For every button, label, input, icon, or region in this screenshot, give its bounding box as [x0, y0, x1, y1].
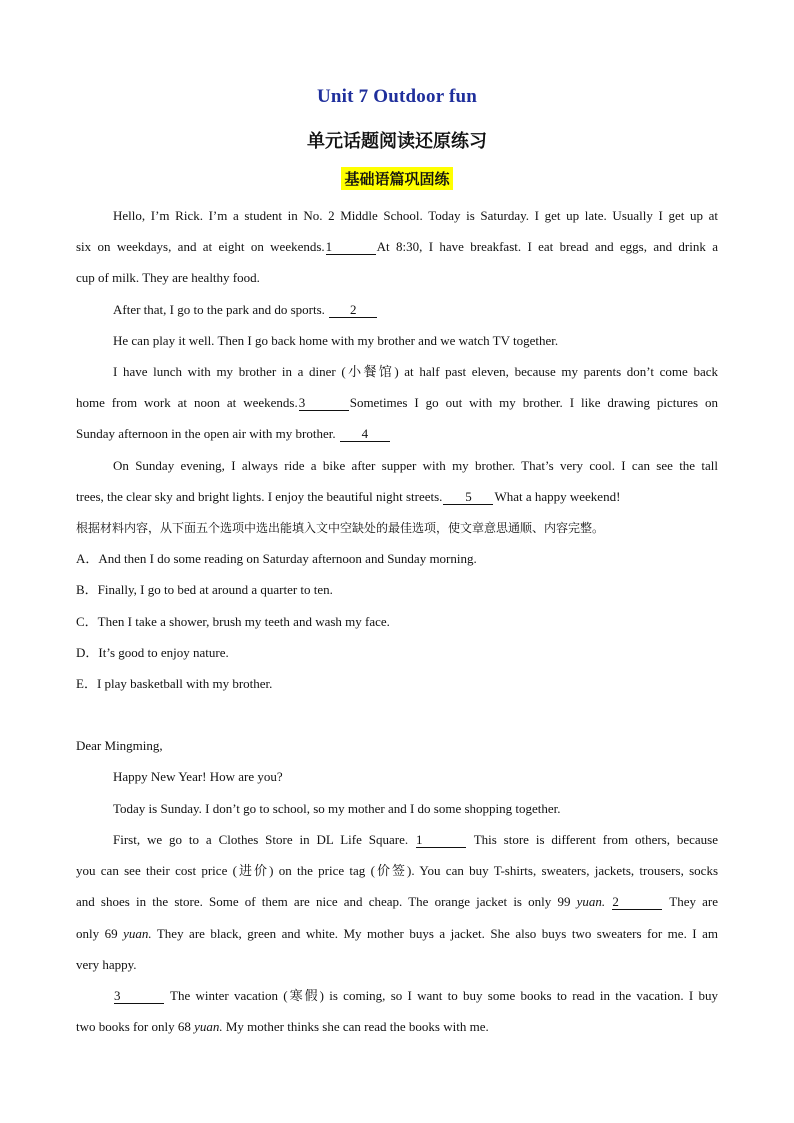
passage2-line: 3 The winter vacation (寒假) is coming, so I want to buy some books to read in the vacation. I buy — [114, 988, 718, 1003]
passage2-line: only 69 yuan. They are black, green and white. My mother buys a jacket. She also buys two sweaters for me. I am — [76, 926, 718, 941]
passage2-line: very happy. — [76, 957, 137, 972]
passage1-line: trees, the clear sky and bright lights. I enjoy the beautiful night streets. 5 What a happy weekend! — [76, 489, 621, 504]
section-tag: 基础语篇巩固练 — [341, 167, 452, 190]
passage2-line: and shoes in the store. Some of them are nice and cheap. The orange jacket is only 99 yuan. 2 They are — [76, 894, 719, 909]
instruction-text: 根据材料内容，从下面五个选项中选出能填入文中空缺处的最佳选项，使文章意思通顺、内容完整。 — [76, 521, 605, 535]
passage2-line: you can see their cost price (进价) on the price tag (价签). You can buy T-shirts, sweaters, jackets, trousers, socks — [76, 863, 718, 878]
passage1-line: Hello, I’m Rick. I’m a student in No. 2 Middle School. Today is Saturday. I get up late. Usually I get up at — [113, 208, 718, 223]
option-c: C．Then I take a shower, brush my teeth and wash my face. — [76, 614, 390, 629]
passage1-line: Sunday afternoon in the open air with my brother. 4 — [76, 425, 718, 443]
unit-title: Unit 7 Outdoor fun — [316, 86, 478, 107]
answer-blank-3[interactable]: 3 — [114, 989, 164, 1004]
passage1-line: I have lunch with my brother in a diner (小餐馆) at half past eleven, because my parents don’t come back — [113, 364, 718, 379]
passage2-line: Today is Sunday. I don’t go to school, so my mother and I do some shopping together. — [113, 801, 561, 816]
answer-blank-5[interactable]: 5 — [443, 490, 493, 505]
passage2-line: First, we go to a Clothes Store in DL Life Square. 1 This store is different from others, because — [113, 832, 719, 847]
section-tag-wrap — [0, 167, 794, 190]
passage1-line: He can play it well. Then I go back home with my brother and we watch TV together. — [113, 333, 559, 348]
passage1-line: After that, I go to the park and do sports. 2 — [113, 301, 718, 319]
answer-blank-3[interactable]: 3 — [299, 396, 349, 411]
passage2-line: two books for only 68 yuan. My mother thinks she can read the books with me. — [76, 1019, 489, 1034]
passage1-line: six on weekdays, and at eight on weekends.1 At 8:30, I have breakfast. I eat bread and eggs, and drink a — [76, 239, 718, 254]
answer-blank-1[interactable]: 1 — [416, 833, 466, 848]
answer-blank-2[interactable]: 2 — [329, 303, 377, 318]
option-d: D．It’s good to enjoy nature. — [76, 645, 229, 660]
answer-blank-2[interactable]: 2 — [612, 895, 662, 910]
option-a: A．And then I do some reading on Saturday afternoon and Sunday morning. — [76, 551, 477, 566]
option-e: E．I play basketball with my brother. — [76, 676, 273, 691]
option-b: B．Finally, I go to bed at around a quarter to ten. — [76, 582, 333, 597]
passage2-line: Happy New Year! How are you? — [113, 769, 283, 784]
answer-blank-1[interactable]: 1 — [326, 240, 376, 255]
passage1-line: home from work at noon at weekends.3 Sometimes I go out with my brother. I like drawing pictures on — [76, 395, 719, 410]
worksheet-subtitle: 单元话题阅读还原练习 — [307, 131, 487, 152]
passage1-line: On Sunday evening, I always ride a bike after supper with my brother. That’s very cool. I can see the tall — [113, 458, 718, 473]
answer-blank-4[interactable]: 4 — [340, 427, 390, 442]
passage1-line: cup of milk. They are healthy food. — [76, 270, 260, 285]
letter-greeting: Dear Mingming, — [76, 738, 163, 753]
